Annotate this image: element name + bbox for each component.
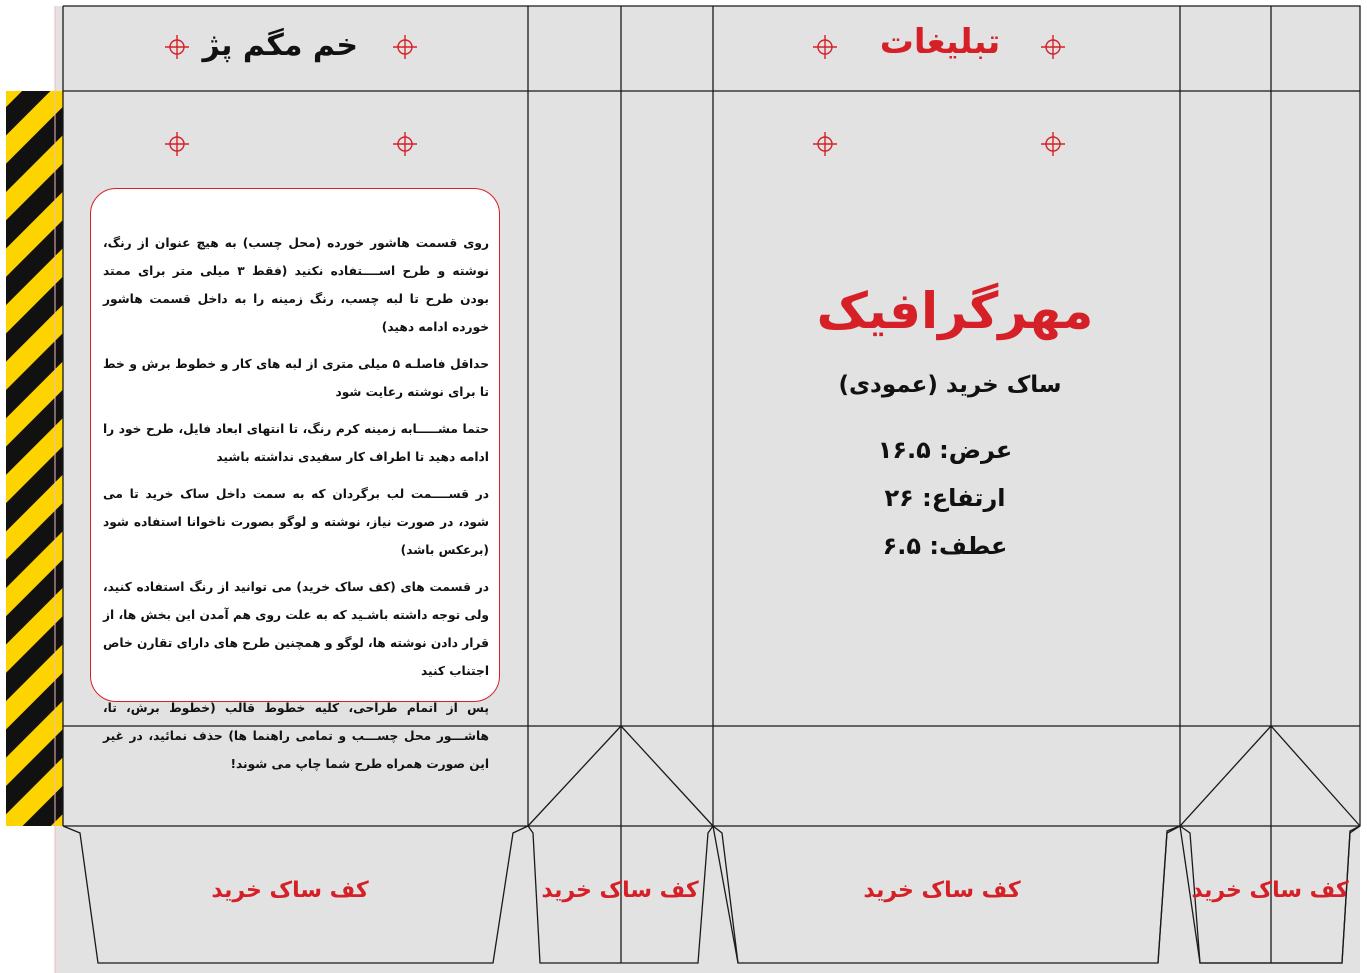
instruction-item: حتما مشـــــابه زمینه کرم رنگ، تا انتهای ابعاد فایل، طرح خود را ادامه دهید تا اطراف کار سفیدی نداشته باشید <box>103 422 489 464</box>
instruction-item: در قسمت های (کف ساک خرید) می توانید از رنگ استفاده کنید، ولی توجه داشته باشـید که به علت روی هم آمدن این بخش ها، از قرار دادن نوشته ها، لوگو و همچنین طرح های دارای تقارن خاص اجتناب کنید <box>103 580 489 678</box>
spec-gusset: عطف: ۶.۵ <box>882 532 1008 560</box>
bottom-label: کف ساک خرید <box>211 878 369 903</box>
instruction-item: پس از اتمام طراحی، کلیه خطوط قالب (خطوط برش، تا، هاشـــور محل چســـب و تمامی راهنما ها) حذف نمائید، در غیر این صورت همراه طرح شما چاپ می شوند! <box>103 701 489 771</box>
bottom-label: کف ساک خرید <box>541 878 699 903</box>
instruction-item: حداقل فاصلـه ۵ میلی متری از لبه های کار و خطوط برش و خط تا برای نوشته رعایت شود <box>103 357 490 399</box>
spec-width: عرض: ۱۶.۵ <box>877 436 1013 464</box>
bottom-label: کف ساک خرید <box>863 878 1021 903</box>
front-panel-logo: مهرگرافیک <box>816 282 1094 340</box>
instruction-item: در قســــمت لب برگردان که به سمت داخل ساک خرید تا می شود، در صورت نیاز، نوشته و لوگو بصورت ناخوانا استفاده شود (برعکس باشد) <box>103 487 489 557</box>
spec-height: ارتفاع: ۲۶ <box>884 484 1006 512</box>
product-title: ساک خرید (عمودی) <box>838 372 1062 398</box>
instructions-box <box>90 188 500 771</box>
top-flap-brand-logo: ﺗﺒﻠﯿﻐﺎﺕ <box>879 22 1001 62</box>
top-flap-script-text: ﺧﻢ ﻣﮕﻢ ﭘﮋ <box>202 28 358 63</box>
bottom-label: کف ساک خرید <box>1191 878 1349 903</box>
instruction-item: روی قسمت هاشور خورده (محل چسب) به هیچ عنوان از رنگ، نوشته و طرح اســــتفاده نکنید (فقط ۳ میلی متر برای ممتد بودن طرح تا لبه چسب، رنگ زمینه را به داخل قسمت هاشور خورده ادامه دهید) <box>103 236 490 334</box>
glue-flap-hazard-stripes <box>6 91 63 826</box>
